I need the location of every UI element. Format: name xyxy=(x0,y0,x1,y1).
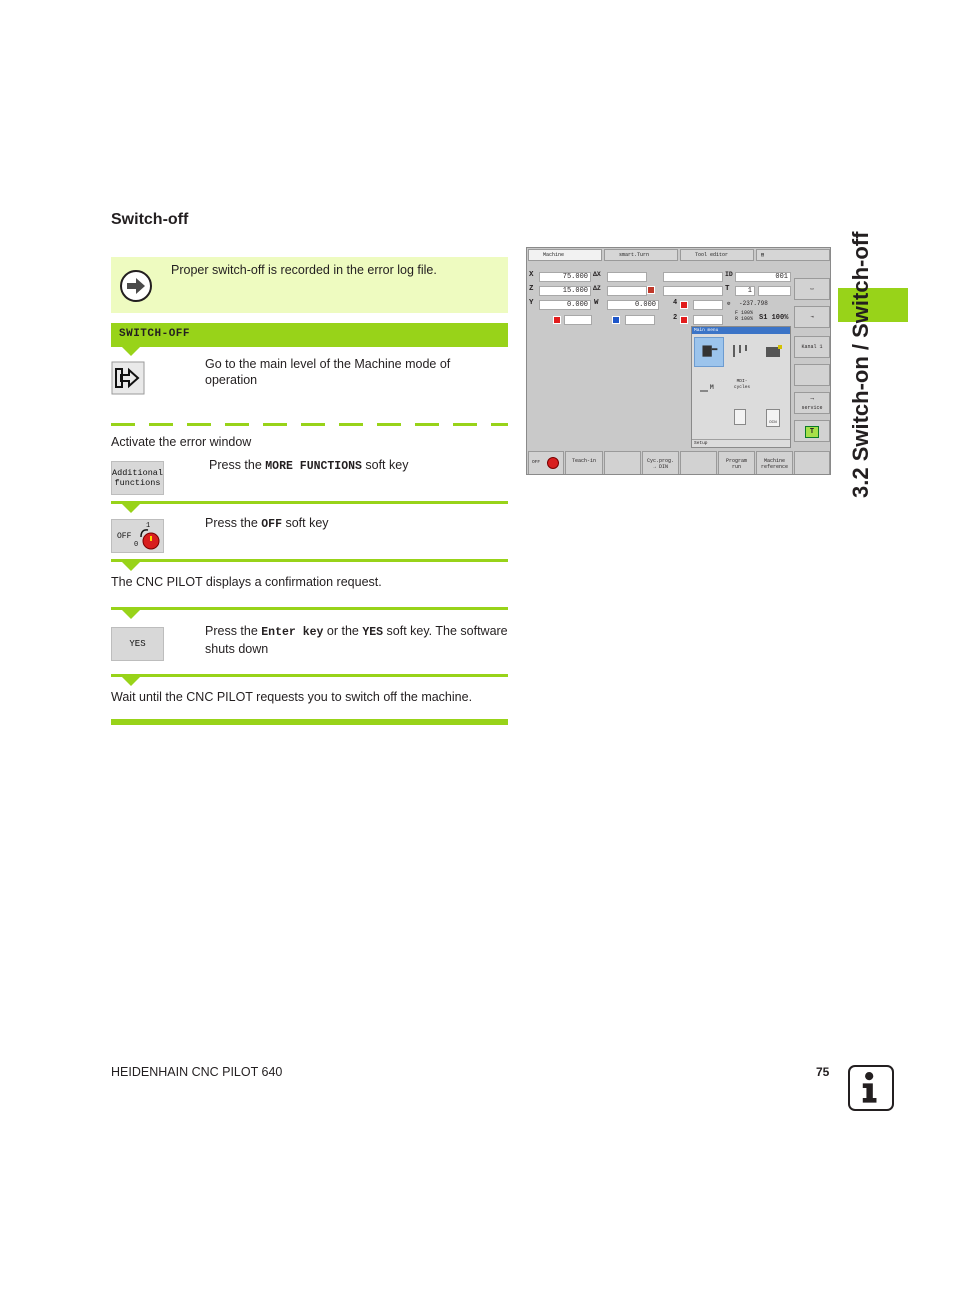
step-marker xyxy=(122,677,140,686)
spindle4-icon xyxy=(680,301,688,309)
additional-functions-softkey[interactable] xyxy=(111,461,164,495)
softkey-line: functions xyxy=(114,478,161,488)
tool-view-icon: ⇥ xyxy=(810,314,814,320)
step2-key: MORE FUNCTIONS xyxy=(265,460,362,473)
feed-field xyxy=(693,300,723,310)
step3-pre: Press the xyxy=(205,516,262,530)
din-label: → DIN xyxy=(652,464,668,470)
arrow-right-circle-icon xyxy=(119,269,153,303)
key-bar xyxy=(111,323,508,347)
step2-text xyxy=(209,457,408,475)
step4-pre: Press the xyxy=(205,624,262,638)
w-label: W xyxy=(594,299,599,307)
cycles-label: cycles xyxy=(733,385,751,390)
run-label: run xyxy=(731,464,741,470)
tool-offsets xyxy=(758,286,791,296)
c-field xyxy=(663,272,723,282)
menu-item-set[interactable] xyxy=(728,341,754,363)
power-small-icon xyxy=(547,457,559,469)
one-label: 1 xyxy=(146,522,151,530)
mdi-label: MDI- xyxy=(736,379,748,384)
info-icon xyxy=(848,1065,894,1111)
main-menu-panel xyxy=(691,326,791,448)
step3-key: OFF xyxy=(261,518,282,531)
t-label: T xyxy=(725,285,730,293)
step4-text xyxy=(205,623,510,657)
tab-machine[interactable]: Machine xyxy=(528,249,602,261)
off-softkey-small[interactable] xyxy=(528,451,564,475)
step4-key1: Enter key xyxy=(261,626,324,639)
x-delta-field xyxy=(607,272,647,282)
step1-text: Go to the main level of the Machine mode of operation xyxy=(205,357,451,387)
svg-text:M: M xyxy=(710,384,714,391)
x-value: 75.000 xyxy=(539,272,591,282)
step4-mid: or the xyxy=(323,624,363,638)
step3-post: soft key xyxy=(282,516,329,530)
num2: 2 xyxy=(673,314,678,322)
setup-icon xyxy=(695,338,723,366)
bottom-softkey-5[interactable] xyxy=(680,451,717,475)
machine-reference-softkey[interactable] xyxy=(756,451,793,475)
machine-mode-key-icon xyxy=(111,361,145,395)
service-softkey[interactable] xyxy=(794,392,830,414)
z-value: 15.000 xyxy=(539,286,591,296)
tip-text: Proper switch-off is recorded in the error log file. xyxy=(171,263,437,277)
power-switch-icon xyxy=(138,527,160,551)
step-marker xyxy=(122,562,140,571)
cyc-prog-softkey[interactable] xyxy=(642,451,679,475)
step3-text xyxy=(205,515,329,533)
dashed-divider xyxy=(111,423,508,426)
tab-save[interactable] xyxy=(756,249,830,261)
step-marker xyxy=(122,347,140,356)
s-value: S1 100% xyxy=(759,314,789,322)
wait-text: Wait until the CNC PILOT requests you to switch off the machine. xyxy=(111,690,473,704)
step4-post: soft key. The software shuts down xyxy=(205,624,508,656)
speed-field xyxy=(564,315,592,325)
y-label: Y xyxy=(529,299,534,307)
bottom-softkey-3[interactable] xyxy=(604,451,641,475)
step-marker xyxy=(122,610,140,619)
x-label: X xyxy=(529,271,534,279)
off-label: OFF xyxy=(117,532,132,541)
divider-line xyxy=(111,559,508,562)
override-fr xyxy=(735,310,753,322)
divider-line xyxy=(111,674,508,677)
step2-post: soft key xyxy=(361,458,409,472)
tab-smart-turn[interactable]: smart.Turn xyxy=(604,249,678,261)
r-value: R 100% xyxy=(735,316,754,322)
c2-field xyxy=(663,286,723,296)
m-icon xyxy=(696,379,724,399)
cnc-screenshot xyxy=(526,247,831,475)
tool-icon xyxy=(647,286,655,294)
step4-key2: YES xyxy=(362,626,384,639)
id-label: ID xyxy=(725,271,733,278)
feed2-field xyxy=(693,315,723,325)
menu-item-m[interactable] xyxy=(696,379,724,399)
off-softkey[interactable] xyxy=(111,519,164,553)
tip-box xyxy=(111,257,508,313)
end-bar xyxy=(111,719,508,725)
num4: 4 xyxy=(673,299,678,307)
page-number: 75 xyxy=(816,1065,830,1079)
activate-text: Activate the error window xyxy=(111,435,252,449)
cyc-label: Cyc.prog. xyxy=(646,458,674,464)
save-icon: ▤ xyxy=(761,252,765,258)
right-softkey-1[interactable] xyxy=(794,278,830,300)
softkey-line: Additional xyxy=(112,468,164,478)
section-title: Switch-off xyxy=(111,211,189,228)
spindle2-icon xyxy=(680,316,688,324)
z-delta-field xyxy=(607,286,647,296)
confirm-text: The CNC PILOT displays a confirmation request. xyxy=(111,575,382,589)
tool-table-icon: T xyxy=(805,426,819,438)
zero-label: 0 xyxy=(134,541,139,549)
bottom-softkey-8[interactable] xyxy=(794,451,830,475)
speed-b-field xyxy=(625,315,655,325)
main-menu-title: Main menu xyxy=(692,327,790,334)
step2-pre: Press the xyxy=(209,458,266,472)
spindle-b-icon xyxy=(612,316,620,324)
tool-table-softkey[interactable] xyxy=(794,420,830,442)
z-delta: ΔZ xyxy=(593,285,601,292)
teach-in-softkey[interactable]: Teach-in xyxy=(565,451,603,475)
tool-icon xyxy=(760,341,786,363)
reference-label: reference xyxy=(760,464,788,470)
step-marker xyxy=(122,504,140,513)
right-softkey-4[interactable] xyxy=(794,364,830,386)
divider-line xyxy=(111,607,508,610)
menu-item-tool[interactable] xyxy=(760,341,786,363)
service-label: service xyxy=(801,405,823,411)
set-icon xyxy=(728,341,754,363)
info-glyph xyxy=(850,1067,892,1109)
spindle-icon xyxy=(553,316,561,324)
program-icon[interactable] xyxy=(734,409,746,425)
id-value: 001 xyxy=(735,272,791,282)
f-value: F 100% xyxy=(735,310,754,316)
tab-tool-editor[interactable]: Tool editor xyxy=(680,249,754,261)
machine-label: Machine xyxy=(763,458,785,464)
y-value: 0.000 xyxy=(539,300,591,310)
kanal-softkey[interactable]: Kanal 1 xyxy=(794,336,830,358)
off-small-label: OFF xyxy=(532,460,541,465)
menu-item-mdi[interactable] xyxy=(728,379,756,391)
wrench-icon: ⟶ xyxy=(810,396,814,402)
right-softkey-2[interactable] xyxy=(794,306,830,328)
din-icon[interactable]: DIN xyxy=(766,409,780,427)
program-run-softkey[interactable] xyxy=(718,451,755,475)
divider-line xyxy=(111,501,508,504)
angle-value: -237.798 xyxy=(739,300,768,307)
footer-product: HEIDENHAIN CNC PILOT 640 xyxy=(111,1065,283,1079)
x-delta: ΔX xyxy=(593,271,601,278)
setup-label: Setup xyxy=(692,439,790,447)
t-value: 1 xyxy=(735,286,755,296)
program-label: Program xyxy=(725,458,747,464)
machine-view-icon: ▭ xyxy=(810,286,814,292)
menu-item-setup[interactable] xyxy=(694,337,724,367)
yes-softkey[interactable]: YES xyxy=(111,627,164,661)
z-label: Z xyxy=(529,285,534,293)
angle-icon: ⚙ xyxy=(727,300,731,307)
key-bar-label: SWITCH-OFF xyxy=(119,328,191,340)
w-value: 0.000 xyxy=(607,300,659,310)
chapter-title: 3.2 Switch-on / Switch-off xyxy=(848,231,873,498)
